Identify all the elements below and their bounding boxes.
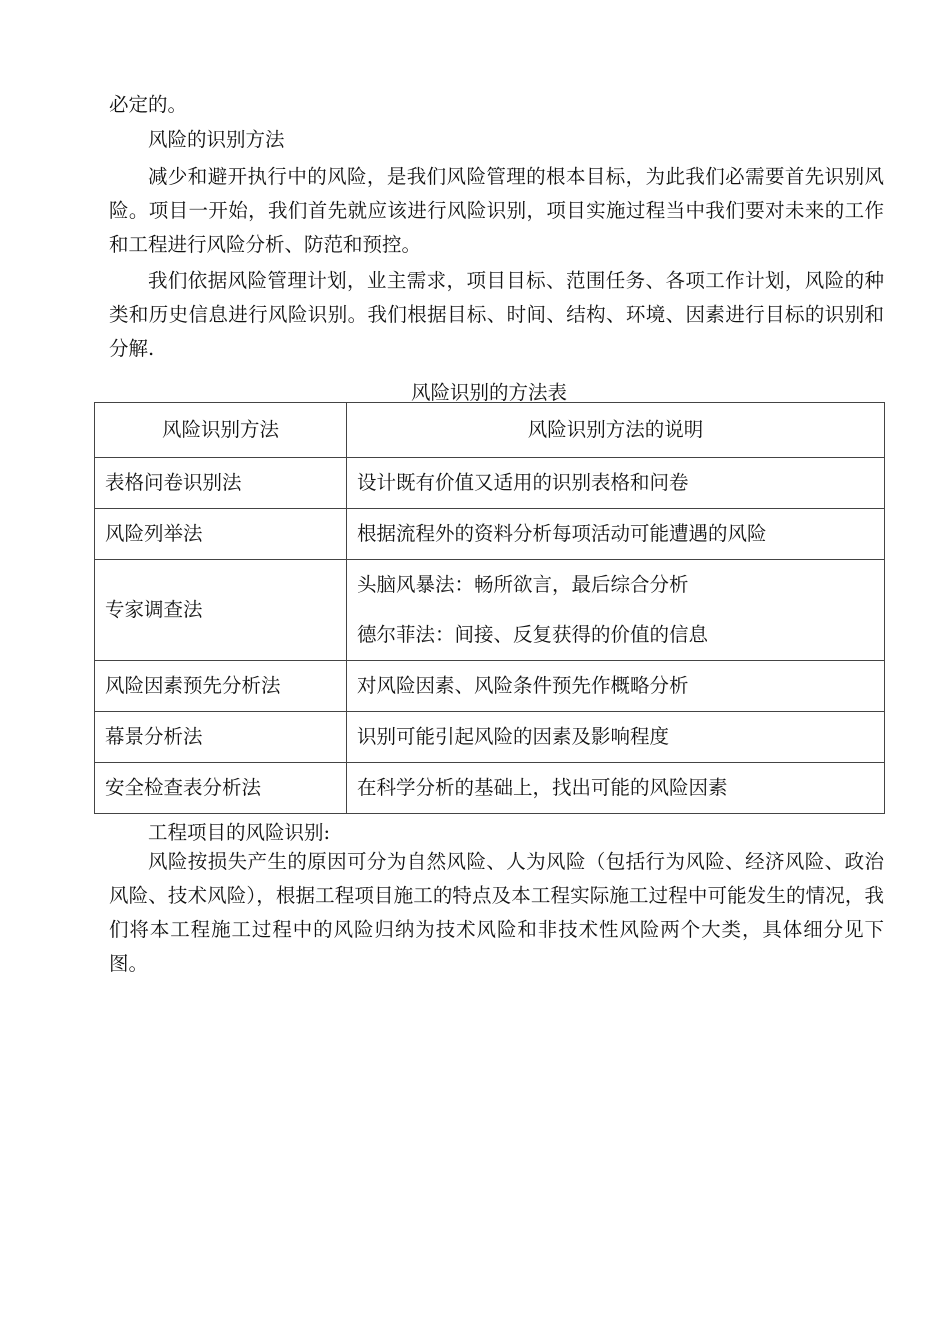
method-cell: 幕景分析法 (95, 712, 347, 763)
description-cell: 识别可能引起风险的因素及影响程度 (347, 712, 885, 763)
table-row (95, 458, 885, 509)
method-cell: 风险因素预先分析法 (95, 661, 347, 712)
description-line: 德尔菲法：间接、反复获得的价值的信息 (357, 623, 709, 646)
section-heading-project-risk: 工程项目的风险识别: (148, 821, 331, 844)
method-cell: 表格问卷识别法 (95, 458, 347, 509)
risk-methods-table (94, 402, 885, 814)
paragraph-risk-classification: 风险按损失产生的原因可分为自然风险、人为风险（包括行为风险、经济风险、政治风险、技术风险），根据工程项目施工的特点及本工程实际施工过程中可能发生的情况，我们将本工程施工过程中的风险归纳为技术风险和非技术性风险两个大类，具体细分见下图。 (109, 850, 884, 975)
table-row (95, 509, 885, 560)
section-heading-identification-methods: 风险的识别方法 (148, 128, 285, 151)
table-row (95, 712, 885, 763)
paragraph-identification-basis: 我们依据风险管理计划，业主需求，项目目标、范围任务、各项工作计划，风险的种类和历史信息进行风险识别。我们根据目标、时间、结构、环境、因素进行目标的识别和分解. (109, 269, 884, 360)
method-cell: 专家调查法 (95, 560, 347, 661)
description-cell: 设计既有价值又适用的识别表格和问卷 (347, 458, 885, 509)
description-cell: 在科学分析的基础上，找出可能的风险因素 (347, 763, 885, 814)
paragraph-risk-reduction: 减少和避开执行中的风险，是我们风险管理的根本目标，为此我们必需要首先识别风险。项目一开始，我们首先就应该进行风险识别，项目实施过程当中我们要对未来的工作和工程进行风险分析、防范和预控。 (109, 165, 884, 256)
description-cell: 根据流程外的资料分析每项活动可能遭遇的风险 (347, 509, 885, 560)
description-line: 头脑风暴法：畅所欲言，最后综合分析 (357, 573, 689, 596)
method-cell: 安全检查表分析法 (95, 763, 347, 814)
method-cell: 风险列举法 (95, 509, 347, 560)
table-row (95, 560, 885, 661)
table-row (95, 661, 885, 712)
description-cell (347, 560, 885, 661)
description-cell: 对风险因素、风险条件预先作概略分析 (347, 661, 885, 712)
table-caption: 风险识别的方法表 (410, 381, 567, 404)
header-description: 风险识别方法的说明 (347, 403, 885, 458)
table-row (95, 763, 885, 814)
table-header-row (95, 403, 885, 458)
paragraph-continuation: 必定的。 (109, 93, 188, 116)
header-method: 风险识别方法 (95, 403, 347, 458)
